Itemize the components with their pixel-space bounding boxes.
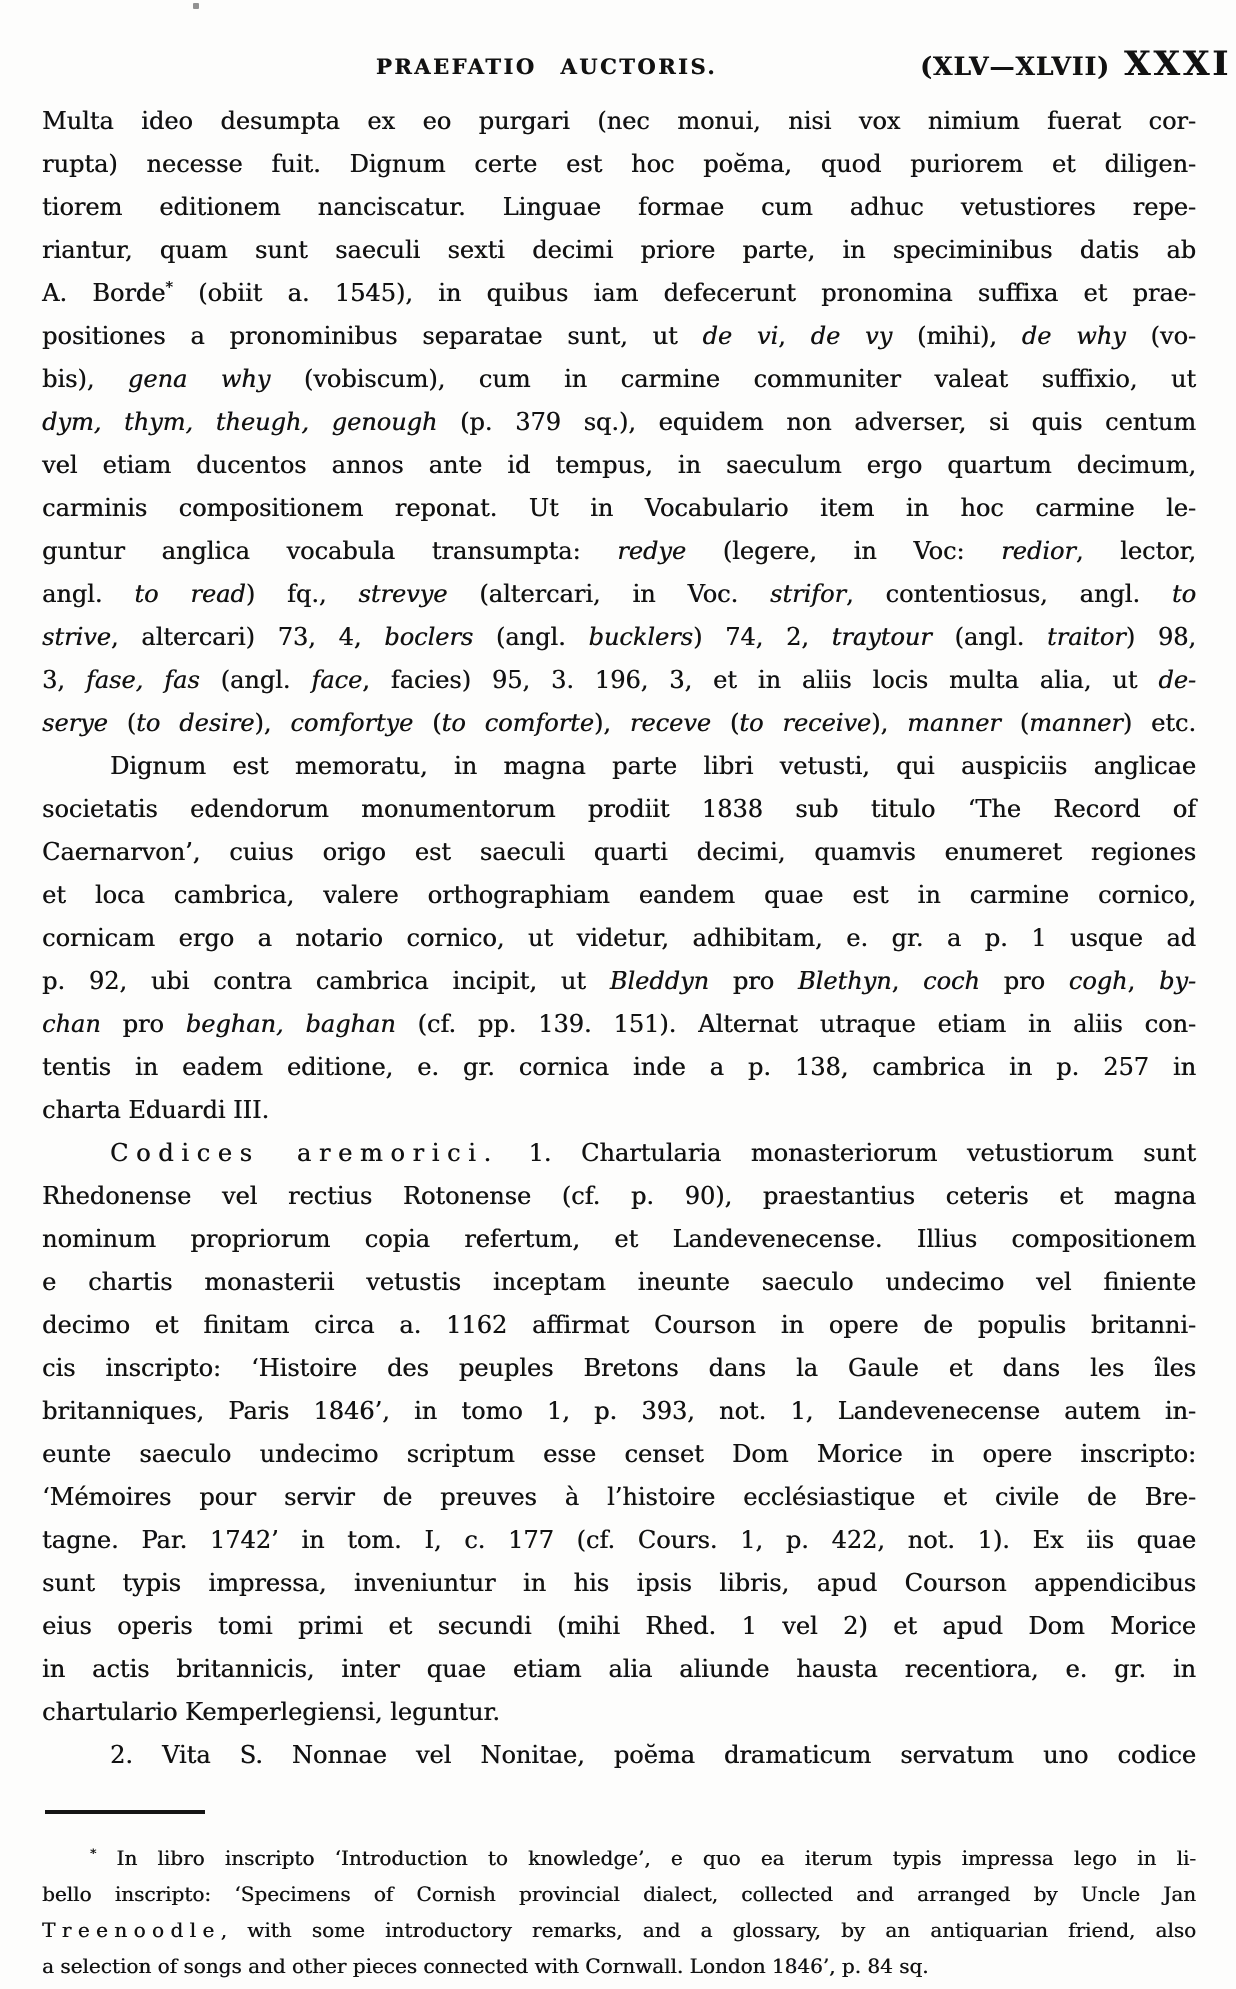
text-segment: cornicam ergo a notario cornico, ut videtur, adhibitam, e. gr. a p. 1 usque ad bbox=[42, 924, 1196, 952]
text-segment: cis inscripto: ‘Histoire des peuples Bretons dans la Gaule et dans les îles bbox=[42, 1354, 1196, 1382]
text-segment: nominum propriorum copia refertum, et Landevenecense. Illius compositionem bbox=[42, 1225, 1196, 1253]
text-line bbox=[42, 573, 1196, 616]
text-segment: pro bbox=[100, 1010, 186, 1038]
text-segment: Dignum est memoratu, in magna parte libri vetusti, qui auspiciis anglicae bbox=[110, 752, 1196, 780]
text-segment: beghan, baghan bbox=[185, 1010, 396, 1038]
text-segment: ( bbox=[107, 709, 137, 737]
text-segment: face bbox=[311, 666, 363, 694]
text-line bbox=[42, 1912, 1196, 1948]
text-line bbox=[42, 229, 1196, 272]
text-segment: p. 92, ubi contra cambrica incipit, ut bbox=[42, 967, 610, 995]
text-line bbox=[42, 401, 1196, 444]
text-segment: , with some introductory remarks, and a glossary, by an antiquarian friend, also bbox=[220, 1918, 1196, 1942]
text-segment: to desire bbox=[136, 709, 255, 737]
text-segment: in actis britannicis, inter quae etiam alia aliunde hausta recentiora, e. gr. in bbox=[42, 1655, 1196, 1683]
text-segment: bis), bbox=[42, 365, 128, 393]
text-segment: Bleddyn bbox=[609, 967, 709, 995]
text-segment: ) etc. bbox=[1122, 709, 1196, 737]
text-segment: Codices aremorici. bbox=[110, 1139, 499, 1167]
text-segment: angl. bbox=[42, 580, 135, 608]
text-line bbox=[42, 917, 1196, 960]
text-segment: et loca cambrica, valere orthographiam eandem quae est in carmine cornico, bbox=[42, 881, 1196, 909]
text-segment: , altercari) 73, 4, bbox=[110, 623, 385, 651]
text-segment: (legere, in Voc: bbox=[686, 537, 1002, 565]
paragraph bbox=[42, 1734, 1196, 1777]
text-line bbox=[42, 1605, 1196, 1648]
text-line bbox=[42, 960, 1196, 1003]
text-segment: carminis compositionem reponat. Ut in Vocabulario item in hoc carmine le- bbox=[42, 494, 1196, 522]
text-line bbox=[42, 1003, 1196, 1046]
text-segment: boclers bbox=[384, 623, 474, 651]
text-line bbox=[42, 1876, 1196, 1912]
text-segment: traytour bbox=[831, 623, 932, 651]
text-segment: 1. Chartularia monasteriorum vetustiorum sunt bbox=[498, 1139, 1196, 1167]
text-line bbox=[42, 1218, 1196, 1261]
text-segment: (vo- bbox=[1125, 322, 1197, 350]
text-segment: In libro inscripto ‘Introduction to knowledge’, e quo ea iterum typis impressa lego in li- bbox=[96, 1846, 1196, 1870]
text-line bbox=[42, 745, 1196, 788]
text-segment: , bbox=[1127, 967, 1159, 995]
text-segment: tentis in eadem editione, e. gr. cornica inde a p. 138, cambrica in p. 257 in bbox=[42, 1053, 1196, 1081]
text-segment: ‘Mémoires pour servir de preuves à l’histoire ecclésiastique et civile de Bre- bbox=[42, 1483, 1196, 1511]
text-segment: Multa ideo desumpta ex eo purgari (nec monui, nisi vox nimium fuerat cor- bbox=[42, 107, 1196, 135]
text-segment: strifor bbox=[770, 580, 846, 608]
text-segment: britanniques, Paris 1846’, in tomo 1, p. 393, not. 1, Landevenecense autem in- bbox=[42, 1397, 1196, 1425]
text-segment: manner bbox=[1029, 709, 1123, 737]
text-segment: by- bbox=[1158, 967, 1196, 995]
text-segment: strive bbox=[42, 623, 111, 651]
text-segment: positiones a pronominibus separatae sunt, ut bbox=[42, 322, 703, 350]
text-line bbox=[42, 1840, 1196, 1876]
text-line bbox=[42, 1519, 1196, 1562]
text-segment: to bbox=[1171, 580, 1196, 608]
text-segment: ( bbox=[710, 709, 740, 737]
text-segment: a selection of songs and other pieces connected with Cornwall. London 1846’, p. 84 sq. bbox=[42, 1954, 929, 1978]
footnote-marker: * bbox=[90, 1845, 97, 1861]
text-line bbox=[42, 831, 1196, 874]
text-segment: 3, bbox=[42, 666, 86, 694]
text-segment: , facies) 95, 3. 196, 3, et in aliis locis multa alia, ut bbox=[362, 666, 1159, 694]
text-segment: ) 74, 2, bbox=[692, 623, 832, 651]
text-segment: ( bbox=[413, 709, 442, 737]
text-line bbox=[42, 1562, 1196, 1605]
text-segment: , lector, bbox=[1075, 537, 1197, 565]
text-line bbox=[42, 1691, 1196, 1734]
paragraph bbox=[42, 1132, 1196, 1734]
text-segment: bucklers bbox=[588, 623, 693, 651]
footnote-marker: * bbox=[165, 278, 173, 296]
text-segment: Rhedonense vel rectius Rotonense (cf. p. 90), praestantius ceteris et magna bbox=[42, 1182, 1196, 1210]
text-segment: Treenoodle bbox=[42, 1918, 221, 1942]
paragraph bbox=[42, 1840, 1196, 1984]
text-line bbox=[42, 1347, 1196, 1390]
text-line bbox=[42, 358, 1196, 401]
text-segment: vel etiam ducentos annos ante id tempus, in saeculum ergo quartum decimum, bbox=[42, 451, 1196, 479]
text-segment: decimo et finitam circa a. 1162 affirmat Courson in opere de populis britanni- bbox=[42, 1311, 1196, 1339]
text-segment: rupta) necesse fuit. Dignum certe est hoc poĕma, quod puriorem et diligen- bbox=[42, 150, 1196, 178]
text-line bbox=[42, 530, 1196, 573]
text-segment: A. Borde bbox=[42, 279, 166, 307]
text-segment: guntur anglica vocabula transumpta: bbox=[42, 537, 618, 565]
footnote bbox=[42, 1840, 1196, 1984]
text-segment: de- bbox=[1158, 666, 1197, 694]
text-segment: ), bbox=[254, 709, 291, 737]
text-segment: redye bbox=[617, 537, 687, 565]
text-segment: (vobiscum), cum in carmine communiter valeat suffixio, ut bbox=[270, 365, 1196, 393]
text-segment: traitor bbox=[1047, 623, 1126, 651]
text-segment: coch bbox=[923, 967, 980, 995]
text-line bbox=[42, 659, 1196, 702]
text-segment: , bbox=[891, 967, 924, 995]
text-segment: to receive bbox=[739, 709, 872, 737]
text-segment: , bbox=[778, 322, 811, 350]
text-line bbox=[42, 1261, 1196, 1304]
text-segment: (angl. bbox=[931, 623, 1048, 651]
text-segment: cogh bbox=[1068, 967, 1128, 995]
text-line bbox=[42, 100, 1196, 143]
text-line bbox=[42, 186, 1196, 229]
text-segment: ), bbox=[593, 709, 630, 737]
text-line bbox=[42, 315, 1196, 358]
column-range: (XLV—XLVII) bbox=[920, 52, 1110, 81]
text-segment: de vy bbox=[810, 322, 893, 350]
text-segment: societatis edendorum monumentorum prodiit 1838 sub titulo ‘The Record of bbox=[42, 795, 1196, 823]
text-segment: (cf. pp. 139. 151). Alternat utraque etiam in aliis con- bbox=[395, 1010, 1197, 1038]
running-title: PRAEFATIO AUCTORIS. bbox=[375, 54, 718, 79]
text-segment: pro bbox=[708, 967, 798, 995]
text-segment: redior bbox=[1001, 537, 1076, 565]
text-segment: (p. 379 sq.), equidem non adverser, si quis centum bbox=[437, 408, 1196, 436]
text-line bbox=[42, 1390, 1196, 1433]
text-segment: ) 98, bbox=[1125, 623, 1196, 651]
text-line bbox=[42, 1648, 1196, 1691]
text-segment: fase, fas bbox=[85, 666, 200, 694]
paragraph bbox=[42, 745, 1196, 1132]
text-segment: manner bbox=[907, 709, 1001, 737]
text-segment: 2. Vita S. Nonnae vel Nonitae, poĕma dramaticum servatum uno codice bbox=[110, 1741, 1196, 1769]
text-line bbox=[42, 1948, 1196, 1984]
text-segment: ), bbox=[871, 709, 908, 737]
page-header bbox=[42, 44, 1231, 90]
text-segment: , contentiosus, angl. bbox=[845, 580, 1172, 608]
text-line bbox=[42, 1734, 1196, 1777]
page-number: XXXI bbox=[1123, 44, 1231, 84]
text-line bbox=[42, 1175, 1196, 1218]
text-segment: Caernarvon’, cuius origo est saeculi quarti decimi, quamvis enumeret regiones bbox=[42, 838, 1196, 866]
text-segment: e chartis monasterii vetustis inceptam ineunte saeculo undecimo vel finiente bbox=[42, 1268, 1196, 1296]
text-segment: serye bbox=[42, 709, 108, 737]
paragraph bbox=[42, 100, 1196, 745]
text-segment: comfortye bbox=[290, 709, 414, 737]
text-segment: bello inscripto: ‘Specimens of Cornish provincial dialect, collected and arranged by Uncle Jan bbox=[42, 1882, 1196, 1906]
scan-speck bbox=[193, 3, 199, 9]
text-segment: gena why bbox=[127, 365, 271, 393]
text-segment: dym, thym, theugh, genough bbox=[42, 408, 438, 436]
text-segment: to comforte bbox=[441, 709, 594, 737]
text-segment: ) fq., bbox=[245, 580, 359, 608]
text-line bbox=[42, 1132, 1196, 1175]
text-segment: (angl. bbox=[473, 623, 589, 651]
text-segment: (obiit a. 1545), in quibus iam defecerunt pronomina suffixa et prae- bbox=[172, 279, 1196, 307]
text-line bbox=[42, 874, 1196, 917]
text-segment: charta Eduardi III. bbox=[42, 1096, 270, 1124]
text-segment: riantur, quam sunt saeculi sexti decimi priore parte, in speciminibus datis ab bbox=[42, 236, 1196, 264]
text-segment: ( bbox=[1000, 709, 1030, 737]
text-segment: tagne. Par. 1742’ in tom. I, c. 177 (cf. Cours. 1, p. 422, not. 1). Ex iis quae bbox=[42, 1526, 1196, 1554]
text-segment: (altercari, in Voc. bbox=[447, 580, 771, 608]
text-line bbox=[42, 702, 1196, 745]
text-segment: Blethyn bbox=[797, 967, 892, 995]
text-segment: de why bbox=[1021, 322, 1126, 350]
footnote-separator bbox=[45, 1810, 205, 1814]
text-line bbox=[42, 272, 1196, 315]
text-line bbox=[42, 616, 1196, 659]
text-segment: eunte saeculo undecimo scriptum esse censet Dom Morice in opere inscripto: bbox=[42, 1440, 1196, 1468]
page-reference bbox=[920, 44, 1231, 84]
text-segment: tiorem editionem nanciscatur. Linguae formae cum adhuc vetustiores repe- bbox=[42, 193, 1196, 221]
text-line bbox=[42, 1089, 1196, 1132]
text-segment: to read bbox=[134, 580, 246, 608]
text-segment: (angl. bbox=[199, 666, 312, 694]
text-line bbox=[42, 1304, 1196, 1347]
text-line bbox=[42, 1046, 1196, 1089]
text-line bbox=[42, 1476, 1196, 1519]
text-segment: de vi bbox=[702, 322, 779, 350]
text-segment: chan bbox=[42, 1010, 101, 1038]
text-line bbox=[42, 143, 1196, 186]
body-text bbox=[42, 100, 1196, 1777]
text-segment: receve bbox=[629, 709, 711, 737]
text-line bbox=[42, 1433, 1196, 1476]
text-line bbox=[42, 444, 1196, 487]
text-segment: pro bbox=[979, 967, 1069, 995]
text-segment: (mihi), bbox=[892, 322, 1022, 350]
text-segment: sunt typis impressa, inveniuntur in his ipsis libris, apud Courson appendicibus bbox=[42, 1569, 1196, 1597]
text-line bbox=[42, 788, 1196, 831]
text-segment: chartulario Kemperlegiensi, leguntur. bbox=[42, 1698, 500, 1726]
text-segment: eius operis tomi primi et secundi (mihi Rhed. 1 vel 2) et apud Dom Morice bbox=[42, 1612, 1196, 1640]
text-segment: strevye bbox=[358, 580, 448, 608]
text-line bbox=[42, 487, 1196, 530]
